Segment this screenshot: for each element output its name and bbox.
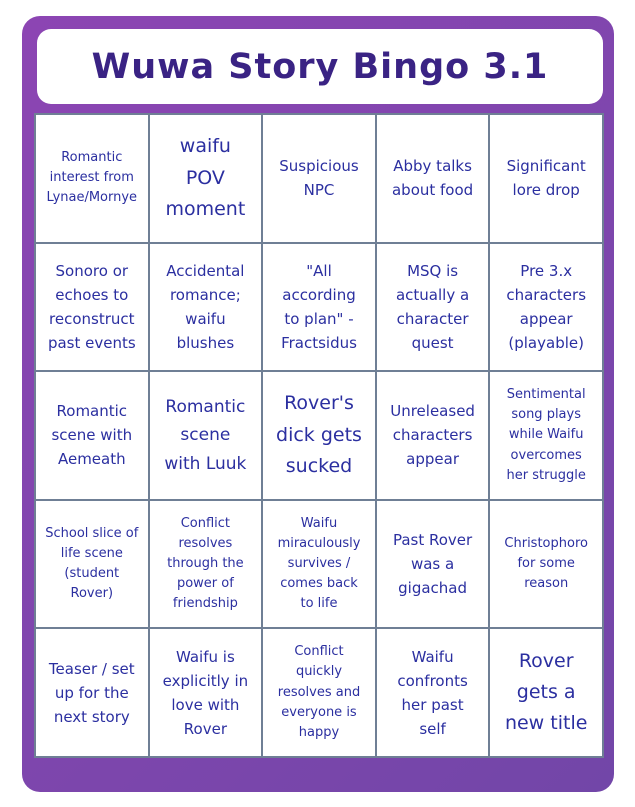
bingo-cell-3-4: Unreleased characters appear [377,372,489,499]
bingo-cell-3-1: Romantic scene with Aemeath [36,372,148,499]
bingo-title: Wuwa Story Bingo 3.1 [91,46,549,87]
bingo-cell-5-3: Conflict quickly resolves and everyone is happy [263,629,375,756]
bingo-grid [34,113,604,758]
bingo-cell-4-2: Conflict resolves through the power of friendship [150,501,262,628]
bingo-cell-2-3: "All according to plan" - Fractsidus [263,244,375,371]
bingo-cell-4-1: School slice of life scene (student Rover) [36,501,148,628]
bingo-cell-1-2: waifu POV moment [150,115,262,242]
bingo-cell-1-3: Suspicious NPC [263,115,375,242]
bingo-cell-3-2: Romantic scene with Luuk [150,372,262,499]
bingo-cell-2-2: Accidental romance; waifu blushes [150,244,262,371]
bingo-cell-5-2: Waifu is explicitly in love with Rover [150,629,262,756]
bingo-cell-3-3: Rover's dick gets sucked [263,372,375,499]
bingo-cell-2-4: MSQ is actually a character quest [377,244,489,371]
bingo-cell-1-4: Abby talks about food [377,115,489,242]
title-banner [37,29,603,104]
bingo-cell-1-5: Significant lore drop [490,115,602,242]
bingo-cell-4-4: Past Rover was a gigachad [377,501,489,628]
bingo-cell-4-5: Christophoro for some reason [490,501,602,628]
bingo-cell-5-5: Rover gets a new title [490,629,602,756]
bingo-cell-5-4: Waifu confronts her past self [377,629,489,756]
bingo-cell-1-1: Romantic interest from Lynae/Mornye [36,115,148,242]
bingo-cell-3-5: Sentimental song plays while Waifu overcomes her struggle [490,372,602,499]
bingo-cell-2-1: Sonoro or echoes to reconstruct past events [36,244,148,371]
bingo-cell-4-3: Waifu miraculously survives / comes back to life [263,501,375,628]
bingo-cell-5-1: Teaser / set up for the next story [36,629,148,756]
bingo-cell-2-5: Pre 3.x characters appear (playable) [490,244,602,371]
